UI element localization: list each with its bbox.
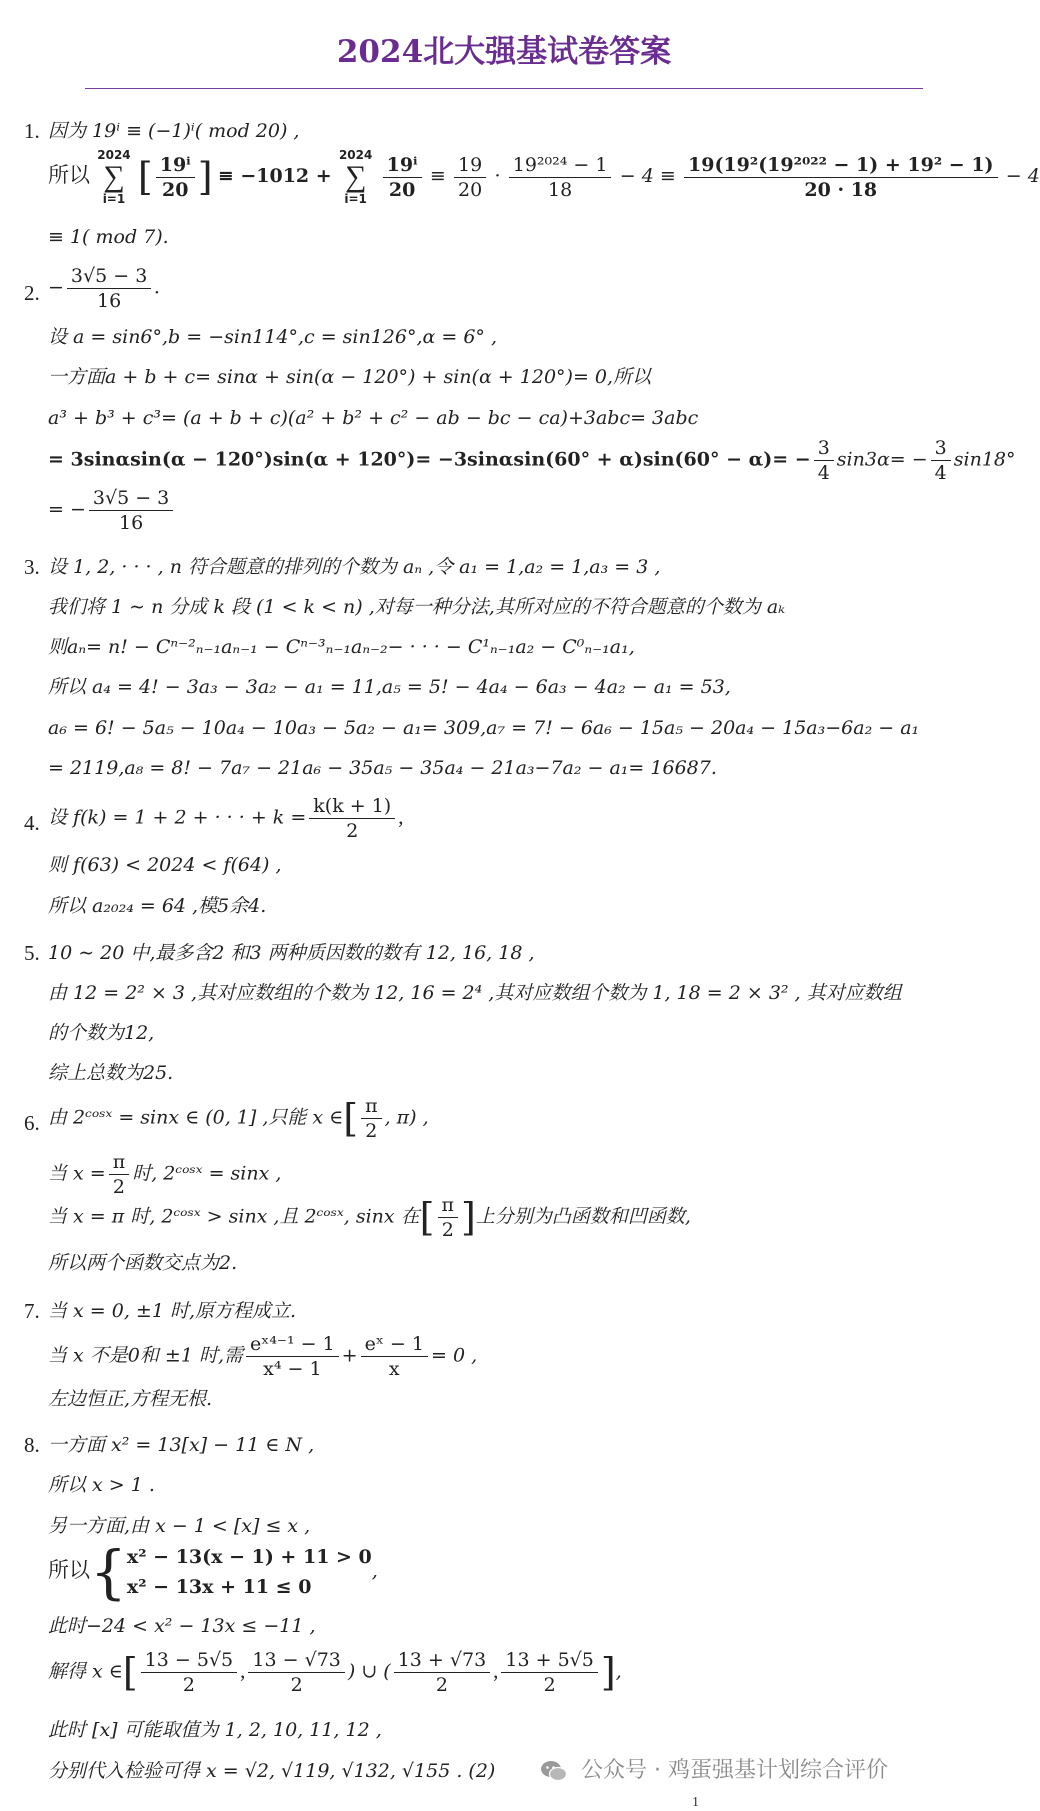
- p8-inequality-system: x² − 13(x − 1) + 11 > 0 x² − 13x + 11 ≤ 0: [126, 1546, 372, 1598]
- p8-line-5: 此时−24 < x² − 13x ≤ −11 ,: [48, 1615, 316, 1637]
- p4-line-3: 所以 a₂₀₂₄ = 64 ,模5余4.: [48, 895, 267, 917]
- p8-frac-2: $\frac{13 - √73}{2}$: [248, 1648, 344, 1697]
- p4-frac-1: $\frac{k(k + 1)}{2}$: [309, 794, 395, 843]
- problem-number-6: 6.: [24, 1111, 40, 1135]
- p4-line-2: 则 f(63) < 2024 < f(64) ,: [48, 854, 282, 876]
- problem-number-1: 1.: [24, 119, 40, 143]
- p4-line-1: 设 f(k) = 1 + 2 + · · · + k = $\frac{k(k + 1)}{2}$ ,: [48, 795, 404, 842]
- p1-frac-1: $\frac{\text{19ⁱ}}{20}$: [156, 153, 195, 202]
- p8-line-3: 另一方面,由 x − 1 < [x] ≤ x ,: [48, 1515, 311, 1537]
- p8-frac-4: $\frac{13 + 5√5}{2}$: [501, 1648, 597, 1697]
- p3-line-5: a₆ = 6! − 5a₅ − 10a₄ − 10a₃ − 5a₂ − a₁= 309,a₇ = 7! − 6a₆ − 15a₅ − 20a₄ − 15a₃−6a₂ − a₁: [48, 717, 920, 739]
- wechat-icon: [540, 1760, 568, 1782]
- p8-line-8: 分别代入检验可得 x = √2, √119, √132, √155 . (2): [48, 1760, 496, 1782]
- p1-frac-3: $\frac{19}{20}$: [454, 153, 486, 202]
- p2-line-3: 一方面a + b + c= sinα + sin(α − 120°) + sin(α + 120°)= 0,所以: [48, 366, 652, 388]
- p2-frac-4: $\frac{3√5 - 3}{16}$: [89, 486, 173, 535]
- p8-line-7: 此时 [x] 可能取值为 1, 2, 10, 11, 12 ,: [48, 1719, 382, 1741]
- p2-line-6: = − $\frac{3√5 - 3}{16}$: [48, 486, 176, 535]
- p2-line-4: a³ + b³ + c³= (a + b + c)(a² + b² + c² − ab − bc − ca)+3abc= 3abc: [48, 407, 699, 429]
- p7-frac-1: $\frac{\text{eˣ⁴⁻¹ − 1}}{\text{x⁴ − 1}}$: [246, 1332, 339, 1381]
- p5-line-1: 10 ∼ 20 中,最多含2 和3 两种质因数的数有 12, 16, 18 ,: [48, 942, 535, 964]
- p6-line-4: 所以两个函数交点为2.: [48, 1252, 238, 1274]
- problem-number-8: 8.: [24, 1433, 40, 1457]
- p2-frac-3: $\frac{3}{4}$: [931, 436, 951, 485]
- p6-frac-3: $\frac{\pi}{2}$: [438, 1193, 459, 1242]
- page-title: 2024北大强基试卷答案: [336, 34, 672, 70]
- p2-frac-2: $\frac{3}{4}$: [814, 436, 834, 485]
- p1-line-3: ≡ 1( mod 7).: [48, 226, 169, 248]
- p6-line-2: 当 x = $\frac{\pi}{2}$ 时, 2ᶜᵒˢˣ = sinx ,: [48, 1151, 282, 1198]
- p3-line-1: 设 1, 2, · · · , n 符合题意的排列的个数为 aₙ ,令 a₁ = 1,a₂ = 1,a₃ = 3 ,: [48, 556, 661, 578]
- p1-frac-2: $\frac{\text{19ⁱ}}{20}$: [383, 153, 422, 202]
- p1-sum-2: 2024 ∑ i=1: [338, 148, 373, 206]
- p7-frac-2: $\frac{\text{eˣ − 1}}{x}$: [361, 1332, 428, 1381]
- p1-frac-4: $\frac{\text{19²⁰²⁴ − 1}}{18}$: [509, 153, 612, 202]
- p1-line-1: 因为 19ⁱ ≡ (−1)ⁱ( mod 20) ,: [48, 120, 300, 142]
- p7-line-2: 当 x 不是0和 ±1 时,需 $\frac{\text{eˣ⁴⁻¹ − 1}}{\text{x⁴ − 1}}$ + $\frac{\text{eˣ − 1}}{x}$ = 0 ,: [48, 1333, 478, 1380]
- p2-frac-1: $\frac{3√5 - 3}{16}$: [67, 264, 151, 313]
- p8-line-2: 所以 x > 1 .: [48, 1474, 155, 1496]
- p8-line-1: 一方面 x² = 13[x] − 11 ∈ N ,: [48, 1434, 315, 1456]
- p1-frac-5: $\frac{\text{19(19²(19²⁰²² − 1) + 19² − 1)}}{20 \cdot 18}$: [684, 153, 998, 202]
- p5-line-4: 综上总数为25.: [48, 1062, 174, 1084]
- problem-number-2: 2.: [24, 281, 40, 305]
- p7-line-3: 左边恒正,方程无根.: [48, 1388, 213, 1410]
- p1-line-2: 所以 2024 ∑ i=1 [ $\frac{\text{19ⁱ}}{20}$ ] ≡ −1012 + 2024 ∑ i=1 $\frac{\text{19ⁱ}}{20}$ ≡ $\frac{19}{20}$ · $\frac{\text{19²⁰²⁴ − 1}}{18}$ − 4 ≡ $\frac{\text{19(19²(19²⁰²² − 1) + 19² − 1)}}{20 \cdot 18}$ − 4: [48, 148, 1040, 206]
- p8-line-4: 所以{ x² − 13(x − 1) + 11 > 0 x² − 13x + 11 ≤ 0 ,: [48, 1538, 378, 1606]
- watermark-text: 公众号 · 鸡蛋强基计划综合评价: [581, 1758, 888, 1783]
- title-divider: [85, 88, 923, 89]
- p1-text-mid: ≡ −1012 +: [217, 164, 332, 187]
- p3-line-3: 则aₙ= n! − Cⁿ⁻²ₙ₋₁aₙ₋₁ − Cⁿ⁻³ₙ₋₁aₙ₋₂− · · · − C¹ₙ₋₁a₂ − C⁰ₙ₋₁a₁,: [48, 636, 635, 658]
- page-number: 1: [692, 1795, 699, 1810]
- p6-line-3: 当 x = π 时, 2ᶜᵒˢˣ > sinx ,且 2ᶜᵒˢˣ, sinx 在[ $\frac{\pi}{2}$ ]上分别为凸函数和凹函数,: [48, 1194, 691, 1241]
- p8-frac-1: $\frac{13 - 5√5}{2}$: [141, 1648, 237, 1697]
- p2-line-5: = 3sinαsin(α − 120°)sin(α + 120°)= −3sinαsin(60° + α)sin(60° − α)= − $\frac{3}{4}$ sin3α= − $\frac{3}{4}$ sin18°: [48, 437, 1016, 484]
- p2-line-1: − $\frac{3√5 - 3}{16}$ .: [48, 265, 160, 312]
- p1-sum-1: 2024 ∑ i=1: [97, 148, 131, 206]
- p1-text-so: 所以: [48, 162, 90, 187]
- p8-frac-3: $\frac{13 + √73}{2}$: [394, 1648, 490, 1697]
- p5-line-3: 的个数为12,: [48, 1022, 155, 1044]
- p6-frac-1: $\frac{\pi}{2}$: [361, 1094, 382, 1143]
- problem-number-3: 3.: [24, 555, 40, 579]
- p3-line-2: 我们将 1 ∼ n 分成 k 段 (1 < k < n) ,对每一种分法,其所对应的不符合题意的个数为 aₖ: [48, 596, 786, 618]
- p3-line-6: = 2119,a₈ = 8! − 7a₇ − 21a₆ − 35a₅ − 35a₄ − 21a₃−7a₂ − a₁= 16687.: [48, 757, 717, 779]
- p6-frac-2: $\frac{\pi}{2}$: [109, 1150, 130, 1199]
- p7-line-1: 当 x = 0, ±1 时,原方程成立.: [48, 1300, 297, 1322]
- p3-line-4: 所以 a₄ = 4! − 3a₃ − 3a₂ − a₁ = 11,a₅ = 5! − 4a₄ − 6a₃ − 4a₂ − a₁ = 53,: [48, 676, 731, 698]
- p8-line-6: 解得 x ∈[ $\frac{13 - 5√5}{2}$ , $\frac{13 - √73}{2}$ ) ∪ ( $\frac{13 + √73}{2}$ , $\frac{13 + 5√5}{2}$ ],: [48, 1649, 622, 1696]
- p2-line-2: 设 a = sin6°,b = −sin114°,c = sin126°,α = 6° ,: [48, 326, 498, 348]
- watermark: [540, 1753, 888, 1784]
- problem-number-4: 4.: [24, 811, 40, 835]
- p6-line-1: 由 2ᶜᵒˢˣ = sinx ∈ (0, 1] ,只能 x ∈[ $\frac{\pi}{2}$ , π) ,: [48, 1095, 429, 1142]
- problem-number-7: 7.: [24, 1299, 40, 1323]
- p5-line-2: 由 12 = 2² × 3 ,其对应数组的个数为 12, 16 = 2⁴ ,其对应数组个数为 1, 18 = 2 × 3² , 其对应数组: [48, 982, 902, 1004]
- problem-number-5: 5.: [24, 941, 40, 965]
